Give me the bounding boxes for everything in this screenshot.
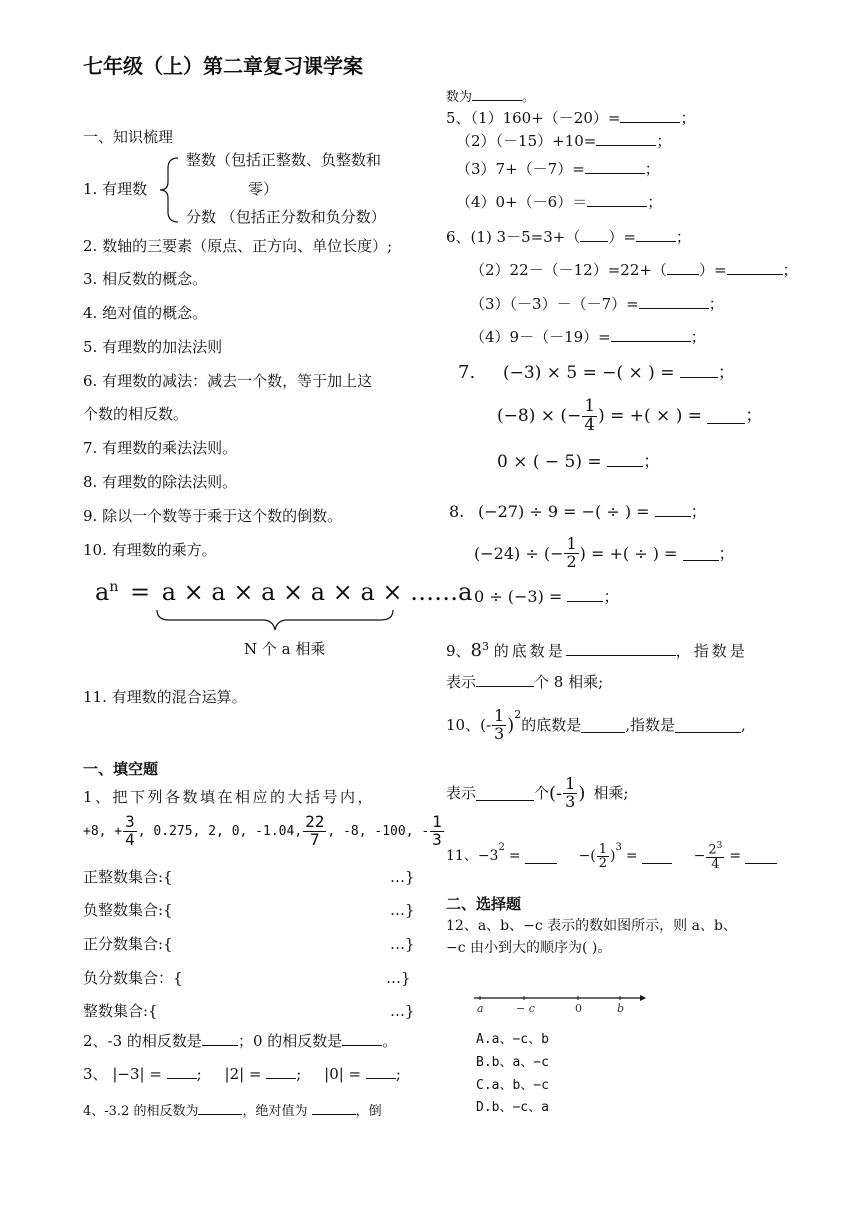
q7-3: 0 × ( − 5) = ； xyxy=(497,452,661,472)
q10-line2: 表示 个 (- $\frac{1}{3}$ ) 相乘; xyxy=(446,774,629,811)
k3: 3. 相反数的概念。 xyxy=(83,270,208,288)
option-a: A.a、−c、b xyxy=(476,1032,549,1047)
underbrace-icon xyxy=(155,608,395,634)
set-positive-frac-end: …} xyxy=(390,935,415,953)
q8-1: (−27) ÷ 9 = −( ÷ ) = ； xyxy=(478,502,707,521)
k6a: 6. 有理数的减法：减去一个数，等于加上这 xyxy=(83,372,373,390)
q9-line1: 9、$8^3$ 的底数是 ，指数是 xyxy=(446,640,748,661)
q6-1: 6、(1) 3－5=3+（ ）= ； xyxy=(446,228,691,246)
set-integer: 整数集合:{ xyxy=(83,1002,158,1020)
power-formula: $a^n = a \times a \times a \times a \times a$ × ……a xyxy=(95,578,473,606)
q9-line2: 表示 个 8 相乘; xyxy=(446,673,604,691)
q6-3: （3）（－3）－（－7）= ； xyxy=(470,295,724,313)
k11: 11. 有理数的混合运算。 xyxy=(83,688,247,706)
k1-integer-cont: 零） xyxy=(248,180,279,198)
set-negative-frac: 负分数集合：{ xyxy=(83,969,183,987)
k9: 9. 除以一个数等于乘于这个数的倒数。 xyxy=(83,507,343,525)
page-title: 七年级（上）第二章复习课学案 xyxy=(83,54,363,78)
numberline-label-b: b xyxy=(617,1002,625,1015)
section-knowledge: 一、知识梳理 xyxy=(83,128,174,146)
q12-line2: −c 由小到大的顺序为( )。 xyxy=(446,940,612,956)
q2: 2、-3 的相反数是 ；0 的相反数是 。 xyxy=(83,1032,398,1050)
numberline-label-zero: 0 xyxy=(575,1002,582,1015)
k2: 2. 数轴的三要素（原点、正方向、单位长度）; xyxy=(83,237,393,255)
set-positive-frac: 正分数集合:{ xyxy=(83,935,173,953)
numberline-label-a: a xyxy=(477,1002,484,1015)
brace-icon xyxy=(158,156,182,224)
k10: 10. 有理数的乘方。 xyxy=(83,541,217,559)
set-positive-int-end: …} xyxy=(390,868,415,886)
q1-numbers: +8, + $\frac{3}{4}$ , 0.275, 2, 0, -1.04, $\frac{22}{7}$ , -8, -100, - $\frac{1}{3}$ xyxy=(83,812,442,849)
q4-cont: 数为 。 xyxy=(446,86,535,106)
q7-2: (−8) × (− $\frac{1}{4}$ ) = +( × ) = ； xyxy=(497,396,763,435)
section-fill-blank: 一、填空题 xyxy=(83,760,159,778)
option-b: B.b、a、−c xyxy=(476,1055,549,1070)
numberline-label-neg-c: − c xyxy=(516,1002,535,1015)
set-positive-int: 正整数集合:{ xyxy=(83,868,173,886)
set-negative-int-end: …} xyxy=(390,901,415,919)
q7-1: (−3) × 5 = −( × ) = ； xyxy=(503,363,735,383)
q11: 11、−3 $^2$ = −( $\frac{1}{2}$ ) $^3$ = − $\frac{2^3}{4}$ = xyxy=(446,842,777,872)
q3: 3、 |−3| = ; |2| = ; |0| = ; xyxy=(83,1065,401,1083)
power-brace-label: N 个 a 相乘 xyxy=(244,640,326,658)
q8-2: (−24) ÷ (− $\frac{1}{2}$ ) = +( ÷ ) = ； xyxy=(474,534,735,571)
k8: 8. 有理数的除法法则。 xyxy=(83,473,238,491)
k4: 4. 绝对值的概念。 xyxy=(83,304,208,322)
k1-integer: 整数（包括正整数、负整数和 xyxy=(186,151,382,169)
q6-2: （2）22－（－12）=22+（ ）= ； xyxy=(470,261,798,279)
q7-number: 7. xyxy=(458,362,476,383)
q12-line1: 12、a、b、−c 表示的数如图所示，则 a、b、 xyxy=(446,918,737,934)
set-integer-end: …} xyxy=(390,1002,415,1020)
q6-4: （4）9－（－19）= ； xyxy=(470,328,706,346)
q1-text: 1、把下列各数填在相应的大括号内， xyxy=(83,788,376,806)
q5-2: （2）（－15）+10= ； xyxy=(456,132,672,150)
section-choice: 二、选择题 xyxy=(446,895,522,913)
q5-3: （3）7+（－7）= ； xyxy=(456,160,660,178)
option-d: D.b、−c、a xyxy=(476,1100,549,1115)
set-negative-frac-end: …} xyxy=(386,969,411,987)
q10-line1: 10、(- $\frac{1}{3}$ ) $^2$ 的底数是 ,指数是 , xyxy=(446,706,746,743)
q5-1: 5、（1）160+（－20）= ； xyxy=(446,109,696,127)
k7: 7. 有理数的乘法法则。 xyxy=(83,439,238,457)
q5-4: （4）0+（－6）＝ ； xyxy=(456,193,663,211)
set-negative-int: 负整数集合:{ xyxy=(83,901,173,919)
option-c: C.a、b、−c xyxy=(476,1078,549,1093)
k1-fraction: 分数 （包括正分数和负分数） xyxy=(186,208,386,226)
k6b: 个数的相反数。 xyxy=(83,405,189,423)
k5: 5. 有理数的加法法则 xyxy=(83,338,223,356)
q8-3: 0 ÷ (−3) = ； xyxy=(474,587,620,606)
q4: 4、-3.2 的相反数为 ，绝对值为 ，倒 xyxy=(83,1100,382,1120)
q8-number: 8. xyxy=(449,502,465,521)
k1-label: 1. 有理数 xyxy=(83,180,148,198)
